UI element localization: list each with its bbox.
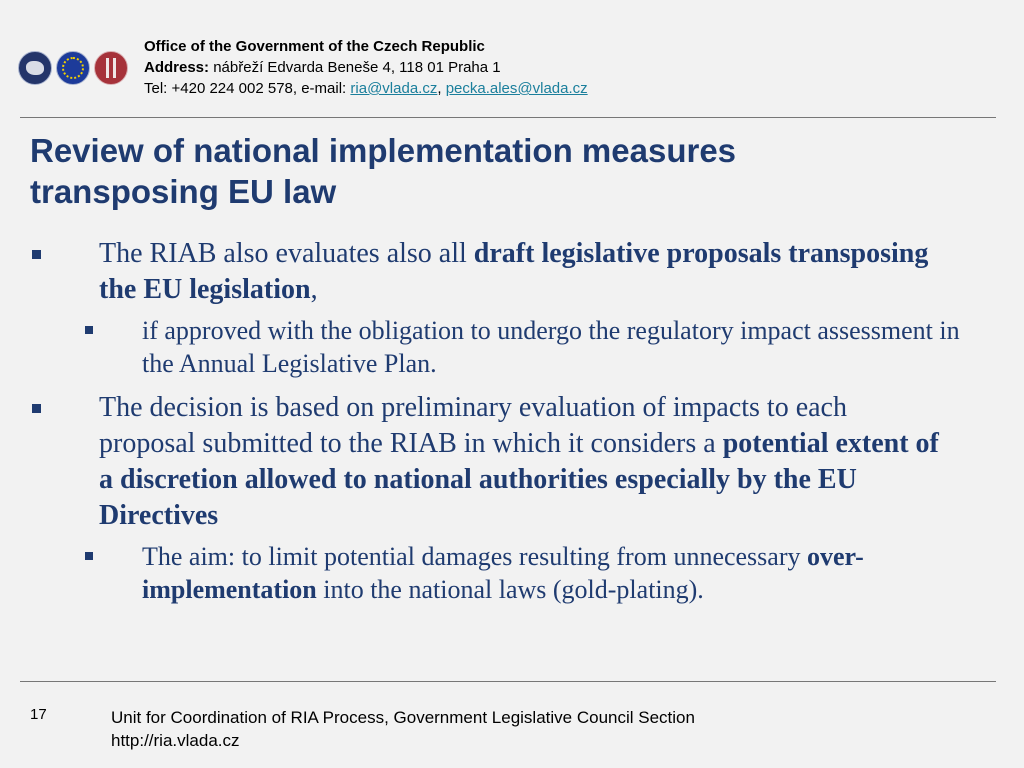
bullet-1	[0, 236, 944, 308]
sub-bullet-2-tail: into the national laws (gold-plating).	[316, 575, 704, 604]
sub-bullet-2-bold: over-implementation	[142, 542, 864, 604]
page-number: 17	[30, 706, 47, 723]
bullet-1-text: The RIAB also evaluates also all	[99, 238, 474, 269]
footer-text	[111, 706, 695, 752]
address-line	[144, 57, 588, 78]
sub-bullet-1	[0, 314, 962, 380]
lion-emblem-icon	[18, 51, 52, 85]
address-value: nábřeží Edvarda Beneše 4, 118 01 Praha 1	[213, 59, 501, 76]
org-name: Office of the Government of the Czech Republic	[144, 38, 485, 55]
title-line-2: transposing EU law	[30, 173, 337, 210]
header-divider	[20, 117, 996, 118]
footer-unit: Unit for Coordination of RIA Process, Government Legislative Council Section	[111, 708, 695, 727]
bullet-1-tail: ,	[310, 274, 318, 305]
bullet-2-text: The decision is based on preliminary evaluation of impacts to each proposal submitted to the RIAB in which it considers a	[99, 392, 847, 459]
eu-stars-icon	[56, 51, 90, 85]
slide-title	[30, 130, 980, 212]
square-bullet-icon	[32, 404, 41, 413]
email-link-pecka[interactable]: pecka.ales@vlada.cz	[445, 80, 588, 97]
bullet-2-bold: potential extent of a discretion allowed to national authorities especially by the EU Directives	[99, 428, 939, 531]
government-seal-icon	[94, 51, 128, 85]
sub-bullet-2-text: The aim: to limit potential damages resulting from unnecessary	[142, 542, 807, 571]
square-bullet-icon	[32, 250, 41, 259]
footer-divider	[20, 681, 996, 682]
header-contact	[144, 36, 588, 99]
footer-url: http://ria.vlada.cz	[111, 731, 240, 750]
email-link-ria[interactable]: ria@vlada.cz	[350, 80, 438, 97]
bullet-1-bold: draft legislative proposals transposing the EU legislation	[99, 238, 929, 305]
contact-line	[144, 78, 588, 99]
address-label: Address:	[144, 59, 210, 76]
tel-text: Tel: +420 224 002 578, e-mail:	[144, 80, 347, 97]
email-separator: ,	[437, 80, 442, 97]
square-bullet-icon	[85, 326, 93, 334]
sub-bullet-1-text: if approved with the obligation to undergo the regulatory impact assessment in the Annual Legislative Plan.	[142, 316, 960, 378]
bullet-2	[0, 390, 944, 534]
header-logos	[18, 51, 128, 87]
title-line-1: Review of national implementation measures	[30, 132, 737, 169]
square-bullet-icon	[85, 552, 93, 560]
sub-bullet-2	[0, 540, 962, 606]
slide-content	[0, 236, 1024, 616]
